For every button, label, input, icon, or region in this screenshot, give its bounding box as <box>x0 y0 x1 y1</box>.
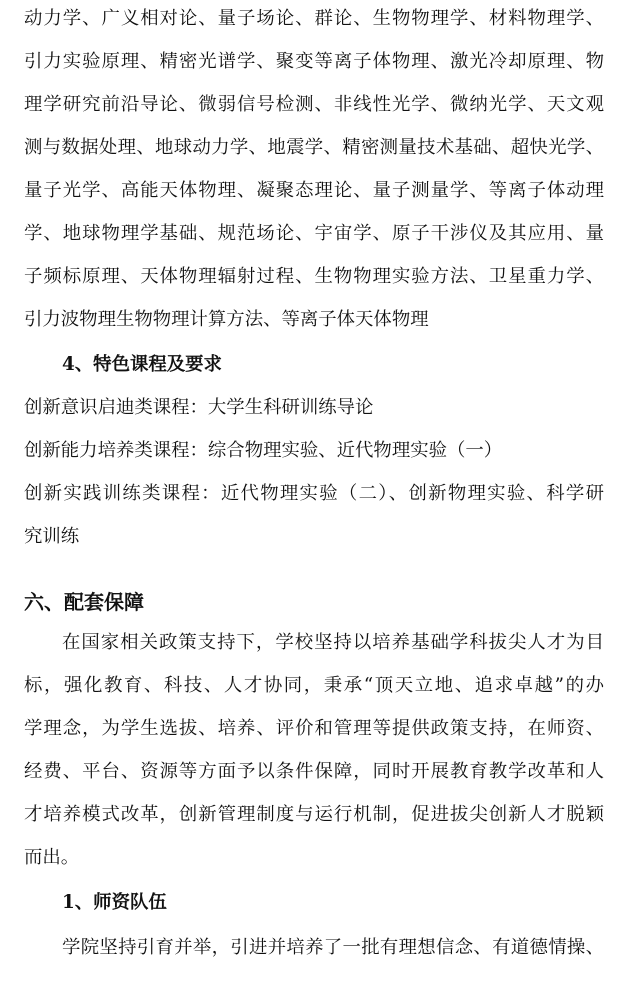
featured-courses-heading: 4、特色课程及要求 <box>62 354 222 375</box>
featured-course-line-4: 究训练 <box>24 526 80 547</box>
course-list-line-1: 动力学、广义相对论、量子场论、群论、生物物理学、材料物理学、 <box>24 8 604 29</box>
course-list-line-6: 学、地球物理学基础、规范场论、宇宙学、原子干涉仪及其应用、量 <box>24 223 604 244</box>
section-six-line-5: 才培养模式改革，创新管理制度与运行机制，促进拔尖创新人才脱颖 <box>24 804 604 825</box>
section-six-heading: 六、配套保障 <box>24 590 144 614</box>
featured-course-line-3: 创新实践训练类课程：近代物理实验（二）、创新物理实验、科学研 <box>24 483 604 504</box>
course-list-line-3: 理学研究前沿导论、微弱信号检测、非线性光学、微纳光学、天文观 <box>24 94 604 115</box>
course-list-line-4: 测与数据处理、地球动力学、地震学、精密测量技术基础、超快光学、 <box>24 137 604 158</box>
course-list-line-2: 引力实验原理、精密光谱学、聚变等离子体物理、激光冷却原理、物 <box>24 51 604 72</box>
section-six-line-3: 学理念，为学生选拔、培养、评价和管理等提供政策支持，在师资、 <box>24 718 604 739</box>
course-list-line-7: 子频标原理、天体物理辐射过程、生物物理实验方法、卫星重力学、 <box>24 266 604 287</box>
section-six-line-6: 而出。 <box>24 847 80 868</box>
course-list-line-5: 量子光学、高能天体物理、凝聚态理论、量子测量学、等离子体动理 <box>24 180 604 201</box>
section-six-line-1: 在国家相关政策支持下，学校坚持以培养基础学科拔尖人才为目 <box>62 632 604 653</box>
faculty-line-1: 学院坚持引育并举，引进并培养了一批有理想信念、有道德情操、 <box>62 937 604 958</box>
section-six-line-2: 标，强化教育、科技、人才协同，秉承“顶天立地、追求卓越”的办 <box>24 675 604 696</box>
faculty-heading: 1、师资队伍 <box>62 892 167 913</box>
featured-course-line-2: 创新能力培养类课程：综合物理实验、近代物理实验（一） <box>24 440 503 461</box>
section-six-line-4: 经费、平台、资源等方面予以条件保障，同时开展教育教学改革和人 <box>24 761 604 782</box>
featured-course-line-1: 创新意识启迪类课程：大学生科研训练导论 <box>24 397 374 418</box>
course-list-line-8: 引力波物理生物物理计算方法、等离子体天体物理 <box>24 309 429 330</box>
